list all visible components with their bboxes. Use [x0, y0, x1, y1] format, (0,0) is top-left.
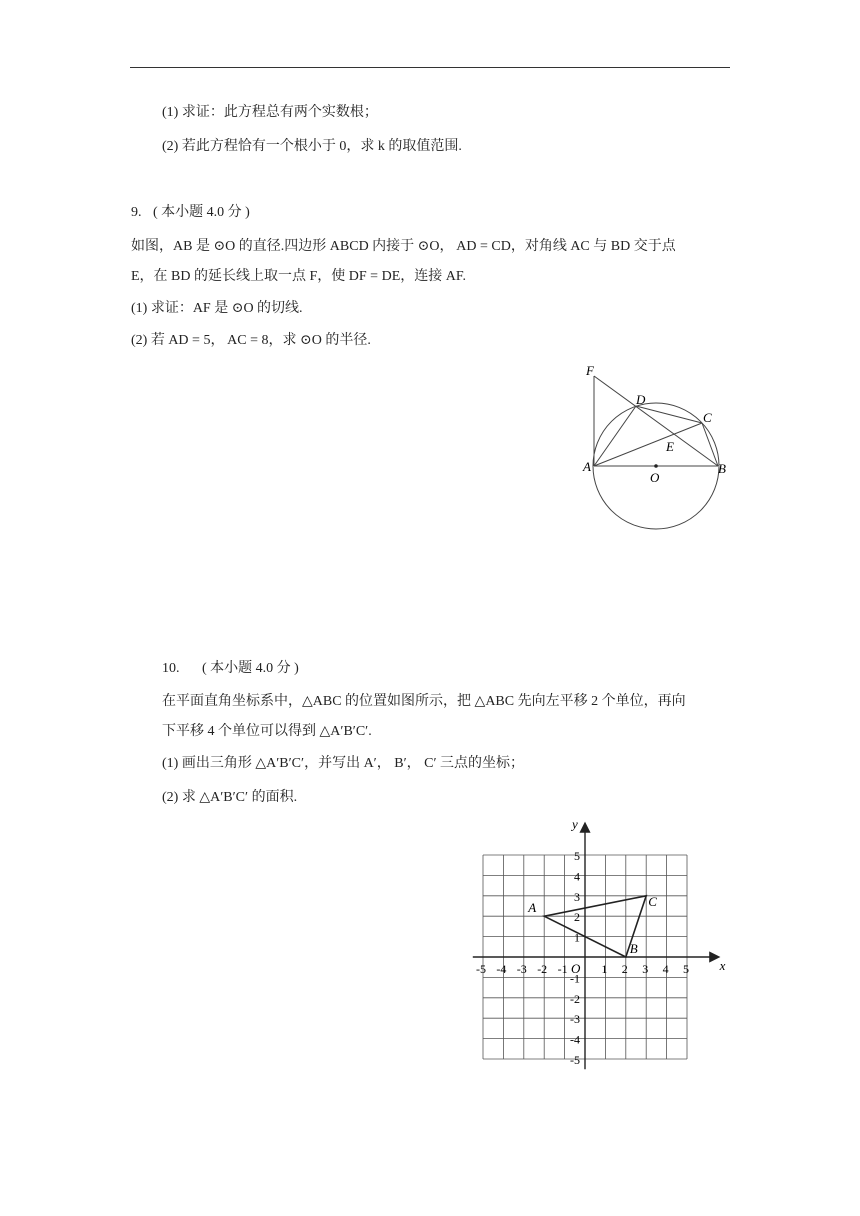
- label-d: D: [636, 392, 646, 407]
- y-tick-label: 3: [574, 889, 580, 904]
- segment-ac: [594, 423, 702, 466]
- label-c: C: [703, 410, 712, 425]
- y-tick-label: 1: [574, 930, 580, 945]
- q10-part1: (1) 画出三角形 △A′B′C′，并写出 A′， B′， C′ 三点的坐标；: [162, 756, 525, 771]
- q8-part2: (2) 若此方程恰有一个根小于 0，求 k 的取值范围.: [162, 139, 462, 154]
- point-label-b: B: [629, 941, 638, 956]
- label-o: O: [650, 470, 660, 485]
- x-axis-label: x: [719, 958, 726, 973]
- y-tick-label: -3: [570, 1012, 580, 1027]
- header-rule: [130, 67, 730, 68]
- q8-part1: (1) 求证：此方程总有两个实数根；: [162, 105, 378, 120]
- q9-part2: (2) 若 AD = 5， AC = 8，求 ⊙O 的半径.: [131, 333, 371, 348]
- center-point: [654, 464, 658, 468]
- label-b: B: [718, 461, 726, 476]
- x-tick-label: 1: [601, 962, 608, 976]
- q9-stem-line2: E，在 BD 的延长线上取一点 F，使 DF = DE，连接 AF.: [131, 269, 467, 284]
- q10-score: ( 本小题 4.0 分 ): [202, 661, 299, 676]
- tick-labels: [476, 849, 689, 1067]
- y-tick-label: 4: [574, 869, 580, 884]
- q10-part2: (2) 求 △A′B′C′ 的面积.: [162, 790, 298, 805]
- q9-circle-figure: [570, 355, 740, 540]
- y-tick-label: -4: [570, 1032, 580, 1047]
- x-tick-label: -4: [496, 962, 507, 976]
- label-e: E: [666, 439, 674, 454]
- q10-stem-line2: 下平移 4 个单位可以得到 △A′B′C′.: [162, 724, 372, 739]
- x-tick-label: 4: [662, 962, 669, 976]
- y-tick-label: -2: [570, 991, 580, 1006]
- x-tick-label: 2: [621, 962, 628, 976]
- x-tick-label: -1: [557, 962, 568, 976]
- x-tick-label: 3: [642, 962, 649, 976]
- x-tick-label: 5: [683, 962, 689, 976]
- y-tick-label: -1: [570, 971, 580, 986]
- label-a: A: [583, 459, 591, 474]
- q10-coordinate-grid: [465, 815, 735, 1070]
- q9-part1: (1) 求证：AF 是 ⊙O 的切线.: [131, 301, 303, 316]
- x-tick-label: -3: [516, 962, 527, 976]
- y-tick-label: 2: [574, 910, 580, 925]
- q10-number: 10.: [162, 661, 180, 676]
- q9-score: ( 本小题 4.0 分 ): [153, 205, 250, 220]
- point-label-a: A: [528, 900, 537, 916]
- origin-label: O: [571, 961, 581, 976]
- point-label-c: C: [648, 893, 657, 909]
- x-tick-label: -2: [537, 962, 548, 976]
- q10-stem-line1: 在平面直角坐标系中，△ABC 的位置如图所示，把 △ABC 先向左平移 2 个单位，再向: [162, 694, 686, 709]
- label-f: F: [586, 363, 594, 378]
- x-tick-label: -5: [476, 962, 486, 976]
- y-tick-label: -5: [570, 1053, 580, 1067]
- q9-number: 9.: [131, 205, 142, 220]
- y-axis-label: y: [572, 816, 578, 832]
- q9-stem-line1: 如图，AB 是 ⊙O 的直径.四边形 ABCD 内接于 ⊙O， AD = CD，对角线 AC 与 BD 交于点: [131, 239, 676, 254]
- y-tick-label: 5: [574, 849, 580, 863]
